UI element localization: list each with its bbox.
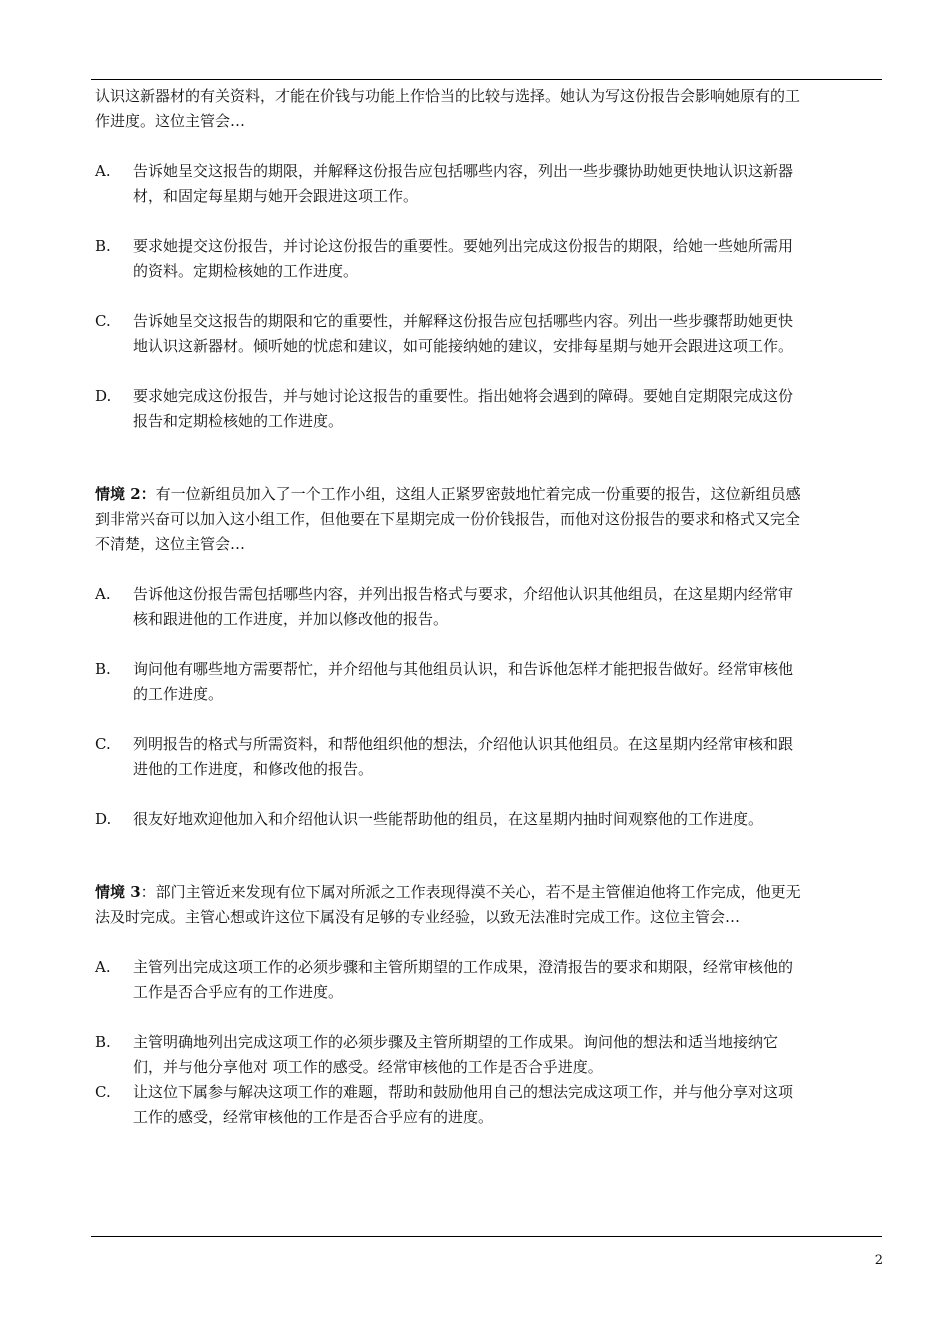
option-letter: A. [95, 585, 111, 603]
scenario1-option-a [95, 159, 807, 209]
option-text: 要求她完成这份报告，并与她讨论这报告的重要性。指出她将会遇到的障碍。要她自定期限完成这份报告和定期检核她的工作进度。 [133, 387, 794, 430]
option-letter: A. [95, 162, 111, 180]
option-letter: C. [95, 312, 111, 330]
continuation-paragraph: 认识这新器材的有关资料，才能在价钱与功能上作恰当的比较与选择。她认为写这份报告会影响她原有的工作进度。这位主管会… [95, 87, 801, 130]
scenario1-option-d [95, 384, 807, 434]
scenario1-option-b [95, 234, 807, 284]
option-text: 很友好地欢迎他加入和介绍他认识一些能帮助他的组员，在这星期内抽时间观察他的工作进度。 [133, 810, 764, 828]
scenario3-option-a [95, 955, 807, 1005]
option-letter: D. [95, 387, 112, 405]
option-letter: D. [95, 810, 112, 828]
scenario3-paragraph [95, 880, 807, 930]
scenario1-option-c [95, 309, 807, 359]
option-letter: B. [95, 660, 111, 678]
option-text: 要求她提交这份报告，并讨论这份报告的重要性。要她列出完成这份报告的期限，给她一些她所需用的资料。定期检核她的工作进度。 [133, 237, 794, 280]
option-text: 告诉她呈交这报告的期限和它的重要性，并解释这份报告应包括哪些内容。列出一些步骤帮助她更快地认识这新器材。倾听她的忧虑和建议，如可能接纳她的建议，安排每星期与她开会跟进这项工作。 [133, 312, 794, 355]
scenario2-option-d [95, 807, 807, 832]
option-text: 主管明确地列出完成这项工作的必须步骤及主管所期望的工作成果。询问他的想法和适当地接纳它们，并与他分享他对 项工作的感受。经常审核他的工作是否合乎进度。 [133, 1033, 779, 1076]
option-letter: C. [95, 735, 111, 753]
scenario2-option-a [95, 582, 807, 632]
scenario3-label: 情境 3 [95, 883, 141, 901]
option-letter: B. [95, 1033, 111, 1051]
option-text: 告诉她呈交这报告的期限，并解释这份报告应包括哪些内容，列出一些步骤协助她更快地认识这新器材，和固定每星期与她开会跟进这项工作。 [133, 162, 794, 205]
scenario3-text: ：部门主管近来发现有位下属对所派之工作表现得漠不关心，若不是主管催迫他将工作完成，他更无法及时完成。主管心想或许这位下属没有足够的专业经验，以致无法准时完成工作。这位主管会… [95, 883, 801, 926]
scenario2-option-b [95, 657, 807, 707]
page-number: 2 [874, 1253, 883, 1268]
option-text: 询问他有哪些地方需要帮忙，并介绍他与其他组员认识，和告诉他怎样才能把报告做好。经常审核他的工作进度。 [133, 660, 794, 703]
scenario2-option-c [95, 732, 807, 782]
document-body [95, 84, 807, 1130]
option-letter: A. [95, 958, 111, 976]
scenario3-option-b [95, 1030, 807, 1080]
scenario2-text: 有一位新组员加入了一个工作小组，这组人正紧罗密鼓地忙着完成一份重要的报告，这位新组员感到非常兴奋可以加入这小组工作，但他要在下星期完成一份价钱报告，而他对这份报告的要求和格式又完全不清楚，这位主管会… [95, 485, 801, 553]
header-rule [91, 79, 882, 80]
scenario2-label: 情境 2： [95, 485, 156, 503]
option-letter: B. [95, 237, 111, 255]
scenario2-paragraph [95, 482, 807, 557]
option-text: 列明报告的格式与所需资料，和帮他组织他的想法，介绍他认识其他组员。在这星期内经常审核和跟进他的工作进度，和修改他的报告。 [133, 735, 794, 778]
option-text: 主管列出完成这项工作的必须步骤和主管所期望的工作成果，澄清报告的要求和期限，经常审核他的工作是否合乎应有的工作进度。 [133, 958, 794, 1001]
footer-rule [91, 1236, 882, 1237]
option-text: 告诉他这份报告需包括哪些内容，并列出报告格式与要求，介绍他认识其他组员，在这星期内经常审核和跟进他的工作进度，并加以修改他的报告。 [133, 585, 794, 628]
scenario3-option-c [95, 1080, 807, 1130]
option-text: 让这位下属参与解决这项工作的难题，帮助和鼓励他用自己的想法完成这项工作，并与他分享对这项工作的感受，经常审核他的工作是否合乎应有的进度。 [133, 1083, 794, 1126]
option-letter: C. [95, 1083, 111, 1101]
